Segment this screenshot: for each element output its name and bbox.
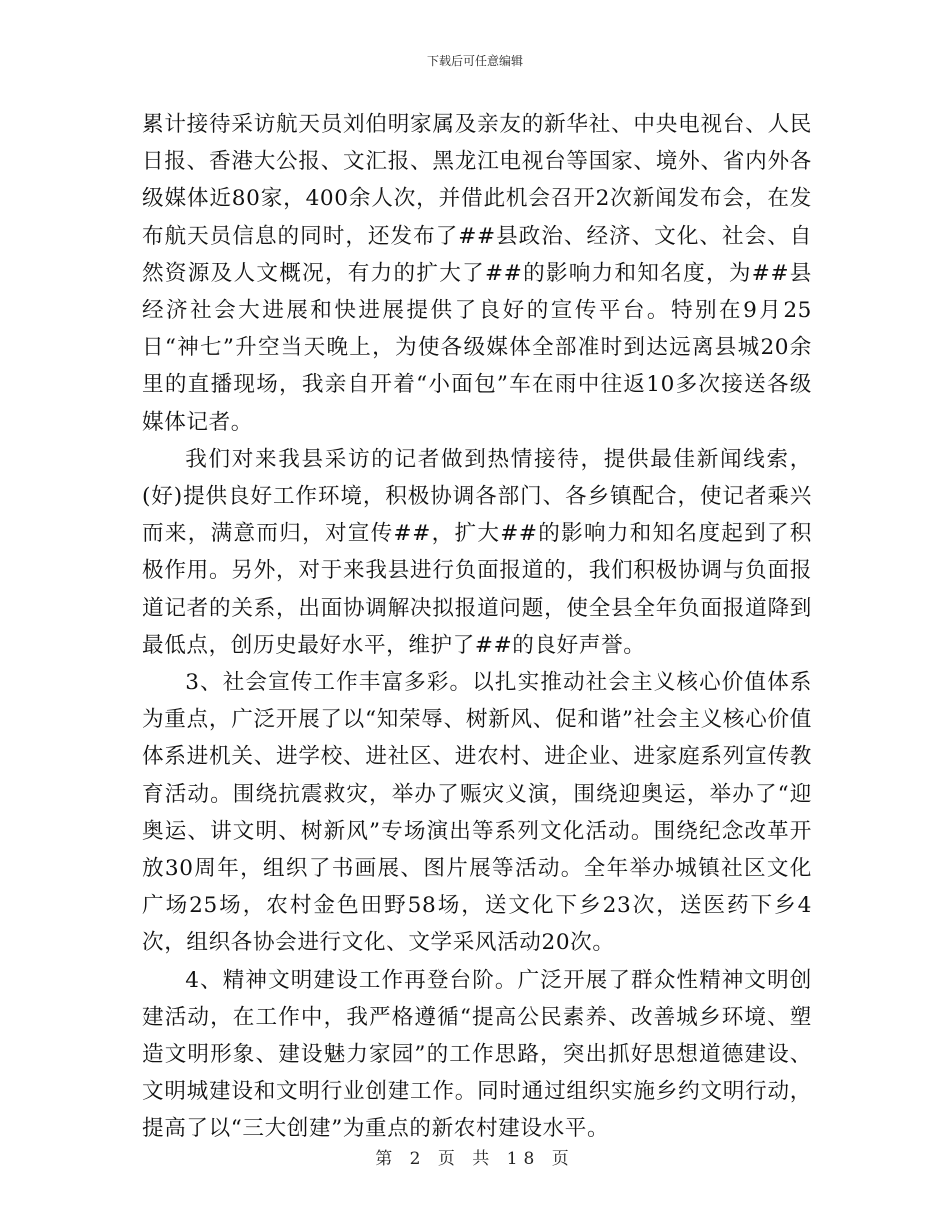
paragraph-journalist-reception: 我们对来我县采访的记者做到热情接待，提供最佳新闻线索，(好)提供良好工作环境，积极协调各部门、各乡镇配合，使记者乘兴而来，满意而归，对宣传##，扩大##的影响力和知名度起到了积极作用。另外，对于来我县进行负面报道的，我们积极协调与负面报道记者的关系，出面协调解决拟报道问题，使全县全年负面报道降到最低点，创历史最好水平，维护了##的良好声誉。 (142, 446, 812, 658)
page-header-note: 下载后可任意编辑 (426, 54, 523, 68)
paragraph-social-publicity: 3、社会宣传工作丰富多彩。以扎实推动社会主义核心价值体系为重点，广泛开展了以“知荣辱、树新风、促和谐”社会主义核心价值体系进机关、进学校、进社区、进农村、进企业、进家庭系列宣传教育活动。围绕抗震救灾，举办了赈灾义演，围绕迎奥运，举办了“迎奥运、讲文明、树新风”专场演出等系列文化活动。围绕纪念改革开放30周年，组织了书画展、图片展等活动。全年举办城镇社区文化广场25场，农村金色田野58场，送文化下乡23次，送医药下乡4次，组织各协会进行文化、文学采风活动20次。 (142, 670, 812, 956)
page-number-footer: 第 2 页 共 18 页 (375, 1149, 575, 1169)
paragraph-continued: 累计接待采访航天员刘伯明家属及亲友的新华社、中央电视台、人民日报、香港大公报、文汇报、黑龙江电视台等国家、境外、省内外各级媒体近80家，400余人次，并借此机会召开2次新闻发布会，在发布航天员信息的同时，还发布了##县政治、经济、文化、社会、自然资源及人文概况，有力的扩大了##的影响力和知名度，为##县经济社会大进展和快进展提供了良好的宣传平台。特别在9月25日“神七”升空当天晚上，为使各级媒体全部准时到达远离县城20余里的直播现场，我亲自开着“小面包”车在雨中往返10多次接送各级媒体记者。 (142, 112, 812, 435)
paragraph-spiritual-civilization: 4、精神文明建设工作再登台阶。广泛开展了群众性精神文明创建活动，在工作中，我严格遵循“提高公民素养、改善城乡环境、塑造文明形象、建设魅力家园”的工作思路，突出抓好思想道德建设、文明城建设和文明行业创建工作。同时通过组织实施乡约文明行动，提高了以“三大创建”为重点的新农村建设水平。 (142, 967, 812, 1142)
document-body (142, 106, 812, 1148)
